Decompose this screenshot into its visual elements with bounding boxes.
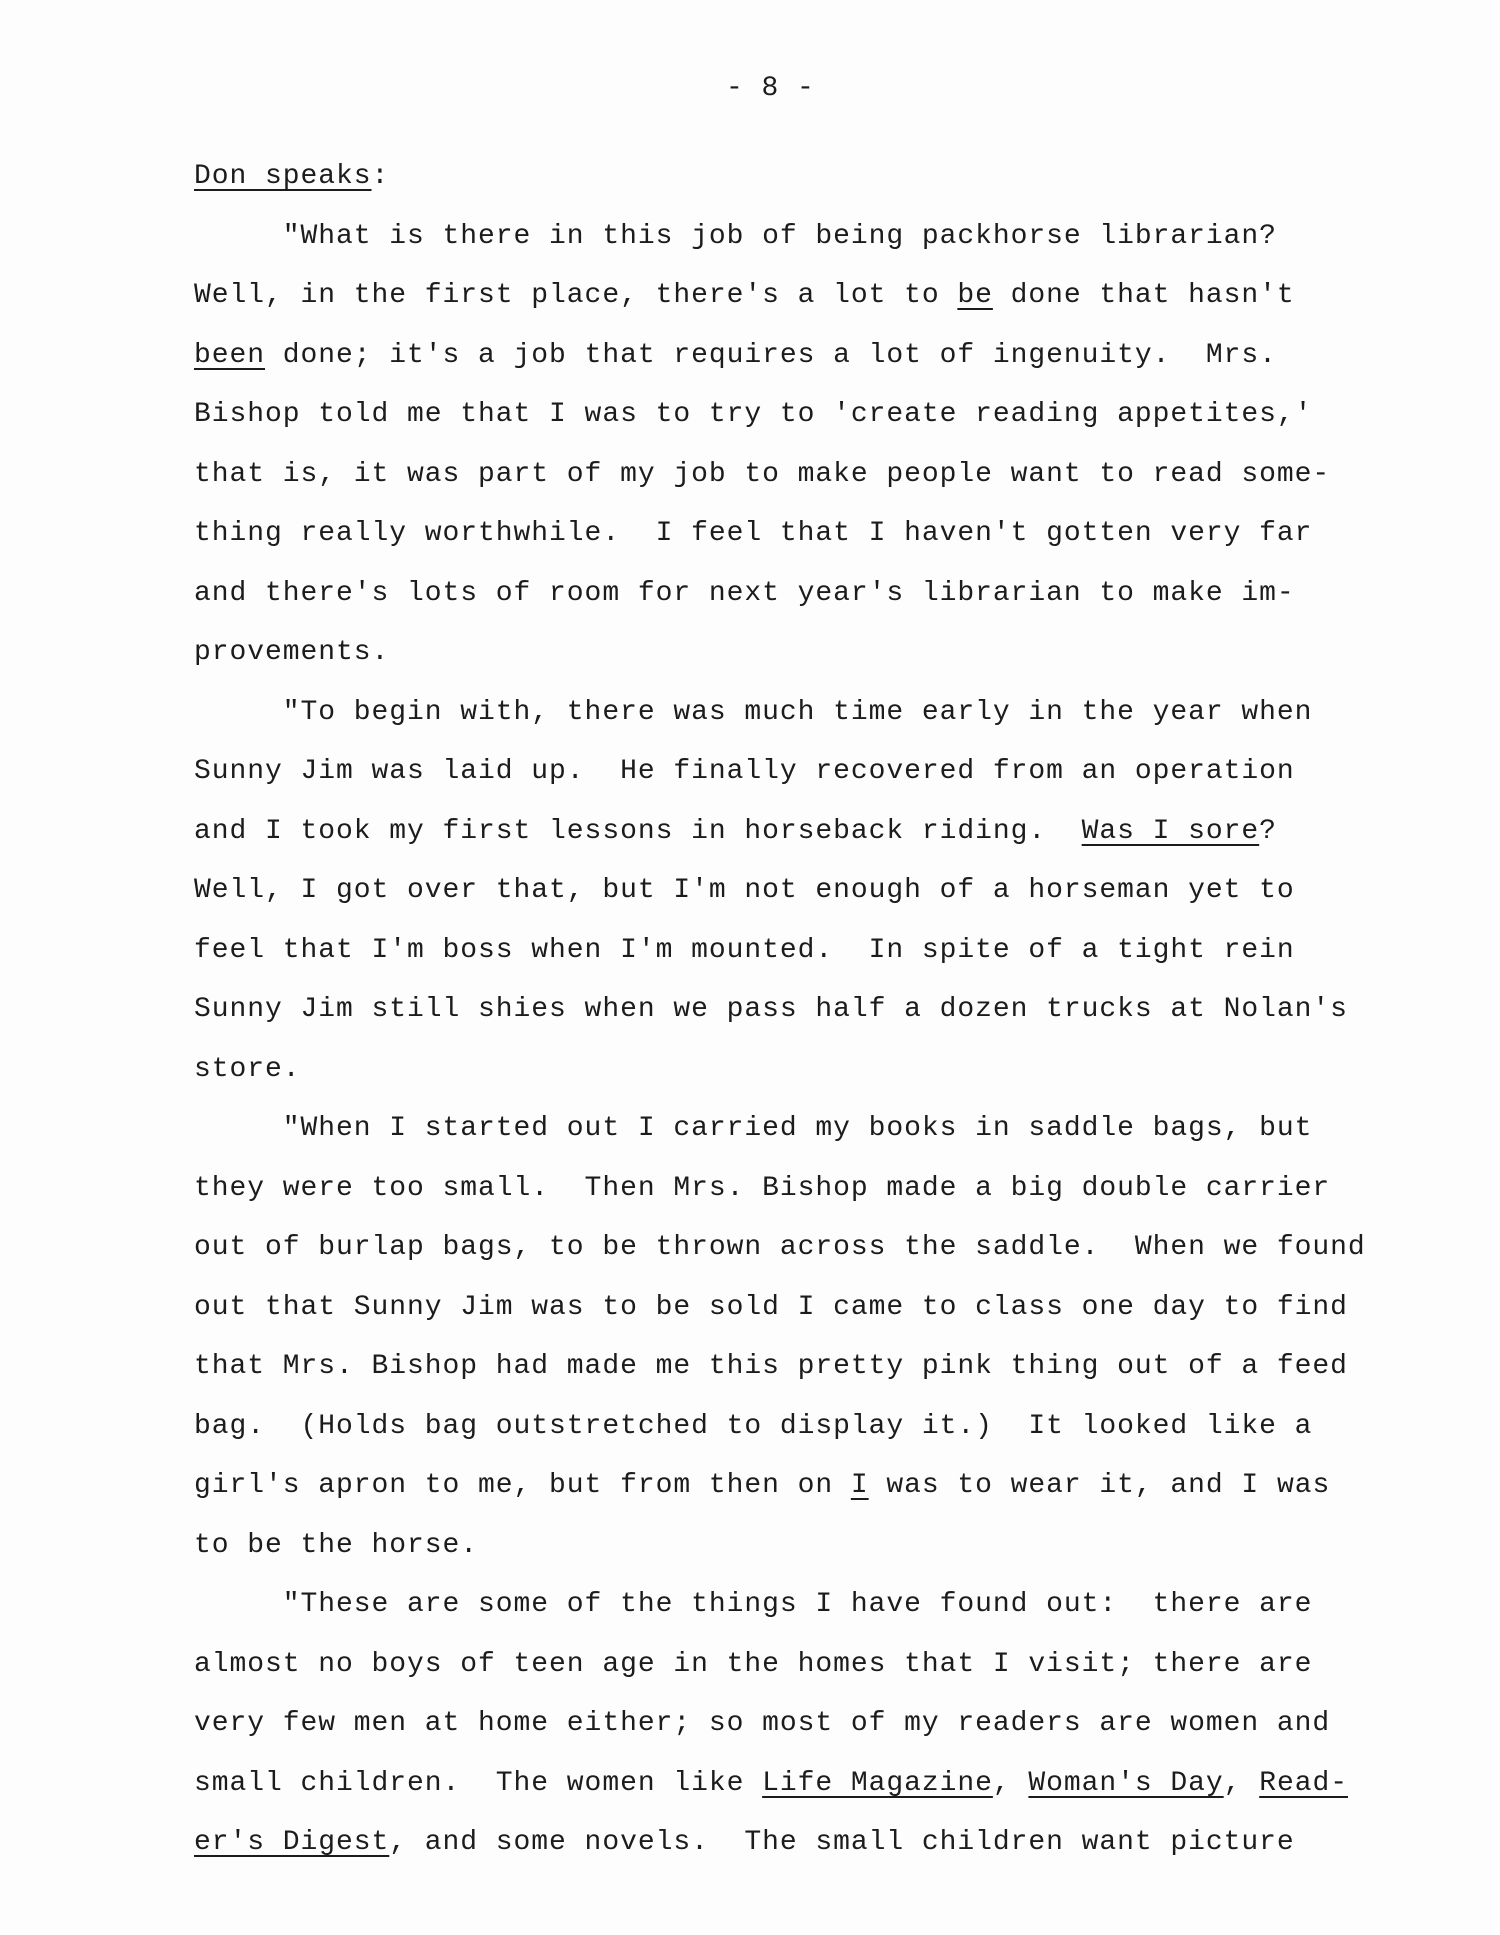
underlined-text: I [850,1470,869,1501]
text-segment: , [1223,1767,1260,1799]
text-line [194,814,1277,850]
text-segment: : [371,161,390,192]
text-segment: out that Sunny Jim was to be sold I came to class one day to find [194,1291,1348,1323]
text-line [194,1111,1312,1147]
text-segment: done; it's a job that requires a lot of ingenuity. Mrs. [265,339,1277,371]
text-segment: girl's apron to me, but from then on [194,1470,851,1501]
text-line [194,457,1330,493]
text-segment: small children. The women like [194,1767,763,1799]
text-line [194,635,389,671]
text-line [194,1468,1330,1504]
underlined-text: er's Digest [194,1827,390,1858]
text-line [194,159,389,195]
text-line [194,992,1348,1028]
text-segment: out of burlap bags, to be thrown across the saddle. When we found [194,1232,1366,1263]
underlined-text: Woman's Day [1028,1767,1224,1799]
text-line [194,1409,1312,1445]
underlined-text: Read- [1259,1767,1348,1799]
text-segment: store. [194,1053,301,1085]
underlined-text: Was I sore [1081,815,1260,847]
text-line [194,1528,478,1564]
text-segment: and I took my first lessons in horseback riding. [194,815,1082,847]
text-line [194,1647,1312,1683]
text-segment: very few men at home either; so most of my readers are women and [194,1708,1331,1739]
text-line [194,1587,1312,1623]
text-line [194,1171,1330,1207]
text-line [194,1766,1348,1802]
underlined-text: Don speaks [194,161,372,192]
text-line [194,1825,1295,1861]
text-segment: ? [1259,815,1277,847]
text-line [194,219,1277,255]
text-line [194,397,1312,433]
text-segment: bag. (Holds bag outstretched to display it.) It looked like a [194,1410,1313,1442]
text-segment: "To begin with, there was much time early in the year when [194,696,1313,728]
text-segment: Sunny Jim was laid up. He finally recovered from an operation [194,756,1295,787]
text-segment: was to wear it, and I was [868,1470,1331,1501]
text-segment: "When I started out I carried my books in saddle bags, but [194,1113,1313,1144]
underlined-text: be [957,280,993,311]
text-segment: that is, it was part of my job to make people want to read some- [194,458,1331,490]
text-segment: thing really worthwhile. I feel that I haven't gotten very far [194,518,1313,549]
text-segment: provements. [194,637,390,668]
text-line [194,338,1277,374]
text-segment: Well, I got over that, but I'm not enough of a horseman yet to [194,875,1295,906]
text-segment: Well, in the first place, there's a lot to [194,280,958,311]
text-segment: almost no boys of teen age in the homes that I visit; there are [194,1648,1313,1680]
text-line [194,695,1312,731]
text-line [194,576,1295,612]
text-line [194,1230,1366,1266]
text-segment: Bishop told me that I was to try to 'create reading appetites,' [194,399,1313,430]
text-segment: to be the horse. [194,1529,479,1561]
text-line [194,873,1295,909]
text-segment: done that hasn't [992,280,1295,311]
text-line [194,516,1312,552]
text-segment: Sunny Jim still shies when we pass half a dozen trucks at Nolan's [194,994,1348,1025]
text-line [194,1349,1348,1385]
text-line [194,933,1295,969]
text-line [194,754,1295,790]
text-line [194,1706,1330,1742]
text-segment: , and some novels. The small children want picture [389,1827,1295,1858]
underlined-text: Life Magazine [762,1767,993,1799]
text-segment: "What is there in this job of being packhorse librarian? [194,220,1277,252]
text-line [194,1052,301,1088]
text-segment: that Mrs. Bishop had made me this pretty pink thing out of a feed [194,1351,1348,1382]
text-segment: they were too small. Then Mrs. Bishop made a big double carrier [194,1172,1331,1204]
text-segment: , [992,1767,1029,1799]
page-number: - 8 - [726,73,815,104]
text-segment: "These are some of the things I have found out: there are [194,1589,1313,1620]
text-segment: and there's lots of room for next year's librarian to make im- [194,577,1295,609]
text-segment: feel that I'm boss when I'm mounted. In spite of a tight rein [194,934,1295,966]
underlined-text: been [194,339,266,371]
text-line [194,278,1295,314]
text-line [194,1290,1348,1326]
